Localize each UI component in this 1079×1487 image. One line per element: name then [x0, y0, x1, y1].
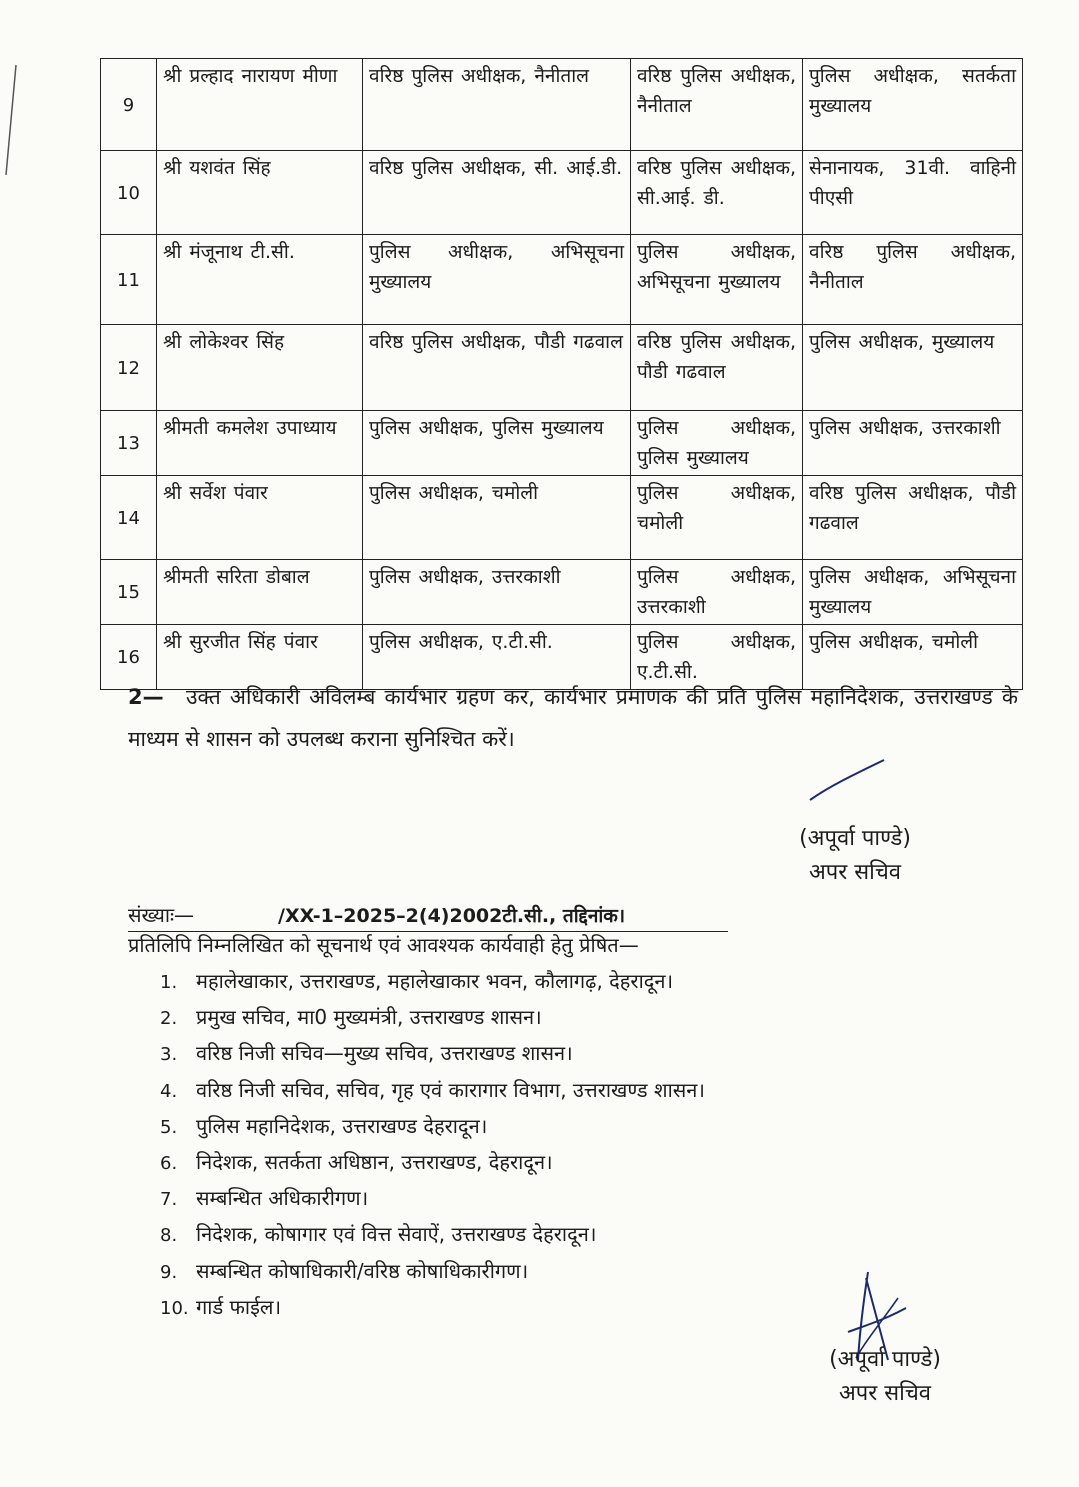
list-item-number: 3. — [160, 1044, 178, 1066]
list-item-number: 2. — [160, 1008, 178, 1030]
list-item-number: 8. — [160, 1225, 178, 1247]
serial-number-cell: 13 — [101, 411, 157, 476]
serial-number-cell: 14 — [101, 476, 157, 560]
signature-mark — [800, 756, 890, 806]
serial-number-cell: 10 — [101, 151, 157, 235]
list-item — [160, 1000, 1020, 1036]
list-item-number: 5. — [160, 1116, 178, 1138]
officer-name-cell: श्रीमती सरिता डोबाल — [157, 560, 363, 625]
list-item-text: निदेशक, सतर्कता अधिष्ठान, उत्तराखण्ड, देहरादून। — [196, 1150, 553, 1175]
table-row — [101, 476, 1023, 560]
current-posting-cell: वरिष्ठ पुलिस अधीक्षक, सी. आई.डी. — [363, 151, 631, 235]
list-item-number: 9. — [160, 1261, 178, 1283]
held-posting-cell: पुलिस अधीक्षक, अभिसूचना मुख्यालय — [631, 235, 803, 325]
current-posting-cell: पुलिस अधीक्षक, अभिसूचना मुख्यालय — [363, 235, 631, 325]
list-item-number: 4. — [160, 1080, 178, 1102]
new-posting-cell: सेनानायक, 31वी. वाहिनी पीएसी — [803, 151, 1023, 235]
held-posting-cell: वरिष्ठ पुलिस अधीक्षक, सी.आई. डी. — [631, 151, 803, 235]
officer-name-cell: श्री यशवंत सिंह — [157, 151, 363, 235]
signatory-designation: अपर सचिव — [838, 1381, 932, 1406]
held-posting-cell: वरिष्ठ पुलिस अधीक्षक, नैनीताल — [631, 59, 803, 151]
paragraph-number: 2— — [128, 685, 164, 709]
table-row — [101, 325, 1023, 411]
reference-label: संख्याः— — [128, 903, 195, 927]
serial-number-cell: 9 — [101, 59, 157, 151]
list-item-text: प्रमुख सचिव, मा0 मुख्यमंत्री, उत्तराखण्ड शासन। — [196, 1005, 542, 1030]
serial-number-cell: 11 — [101, 235, 157, 325]
officer-name-cell: श्रीमती कमलेश उपाध्याय — [157, 411, 363, 476]
table-row — [101, 411, 1023, 476]
signatory-block-2 — [800, 1343, 970, 1411]
current-posting-cell: पुलिस अधीक्षक, उत्तरकाशी — [363, 560, 631, 625]
list-item — [160, 964, 1020, 1000]
list-item-text: वरिष्ठ निजी सचिव, सचिव, गृह एवं कारागार विभाग, उत्तराखण्ड शासन। — [196, 1077, 705, 1102]
current-posting-cell: वरिष्ठ पुलिस अधीक्षक, पौडी गढवाल — [363, 325, 631, 411]
serial-number-cell: 15 — [101, 560, 157, 625]
serial-number-cell: 16 — [101, 625, 157, 690]
list-item-text: पुलिस महानिदेशक, उत्तराखण्ड देहरादून। — [196, 1113, 488, 1138]
signatory-name: (अपूर्वा पाण्डे) — [799, 826, 911, 851]
transfer-table — [100, 58, 1023, 690]
table-row — [101, 560, 1023, 625]
officer-name-cell: श्री सर्वेश पंवार — [157, 476, 363, 560]
officer-name-cell: श्री लोकेश्वर सिंह — [157, 325, 363, 411]
current-posting-cell: वरिष्ठ पुलिस अधीक्षक, नैनीताल — [363, 59, 631, 151]
list-item — [160, 1036, 1020, 1072]
new-posting-cell: पुलिस अधीक्षक, अभिसूचना मुख्यालय — [803, 560, 1023, 625]
list-item-number: 1. — [160, 972, 178, 993]
copy-to-intro: प्रतिलिपि निम्नलिखित को सूचनार्थ एवं आवश्यक कार्यवाही हेतु प्रेषित— — [128, 933, 639, 957]
list-item-text: सम्बन्धित कोषाधिकारी/वरिष्ठ कोषाधिकारीगण। — [196, 1258, 529, 1283]
list-item — [160, 1181, 1020, 1217]
serial-number-cell: 12 — [101, 325, 157, 411]
list-item-text: सम्बन्धित अधिकारीगण। — [196, 1186, 369, 1211]
list-item-text: निदेशक, कोषागार एवं वित्त सेवाऐं, उत्तराखण्ड देहरादून। — [196, 1222, 597, 1247]
list-item — [160, 1217, 1020, 1253]
new-posting-cell: पुलिस अधीक्षक, मुख्यालय — [803, 325, 1023, 411]
officer-name-cell: श्री प्रल्हाद नारायण मीणा — [157, 59, 363, 151]
held-posting-cell: पुलिस अधीक्षक, पुलिस मुख्यालय — [631, 411, 803, 476]
list-item-number: 7. — [160, 1189, 178, 1211]
current-posting-cell: पुलिस अधीक्षक, चमोली — [363, 476, 631, 560]
paragraph-text: उक्त अधिकारी अविलम्ब कार्यभार ग्रहण कर, कार्यभार प्रमाणक की प्रति पुलिस महानिदेशक, उत्तराखण्ड के माध्यम से शासन को उपलब्ध कराना सुनिश्चित करें। — [128, 685, 1018, 751]
new-posting-cell: पुलिस अधीक्षक, चमोली — [803, 625, 1023, 690]
table-row — [101, 235, 1023, 325]
transfer-table-body — [101, 59, 1023, 690]
table-row — [101, 151, 1023, 235]
list-item — [160, 1073, 1020, 1109]
list-item-text: गार्ड फाईल। — [196, 1294, 282, 1319]
current-posting-cell: पुलिस अधीक्षक, ए.टी.सी. — [363, 625, 631, 690]
paragraph-2 — [128, 676, 1018, 760]
list-item — [160, 1109, 1020, 1145]
signatory-name: (अपूर्वा पाण्डे) — [829, 1347, 941, 1372]
held-posting-cell: पुलिस अधीक्षक, चमोली — [631, 476, 803, 560]
reference-value: /XX-1–2025–2(4)2002टी.सी., तद्दिनांक। — [278, 905, 626, 927]
signatory-block-1 — [770, 822, 940, 890]
list-item-number: 10. — [160, 1297, 189, 1319]
current-posting-cell: पुलिस अधीक्षक, पुलिस मुख्यालय — [363, 411, 631, 476]
reference-number — [128, 900, 728, 932]
new-posting-cell: वरिष्ठ पुलिस अधीक्षक, पौडी गढवाल — [803, 476, 1023, 560]
list-item-number: 6. — [160, 1153, 178, 1175]
held-posting-cell: पुलिस अधीक्षक, ए.टी.सी. — [631, 625, 803, 690]
officer-name-cell: श्री मंजूनाथ टी.सी. — [157, 235, 363, 325]
held-posting-cell: वरिष्ठ पुलिस अधीक्षक, पौडी गढवाल — [631, 325, 803, 411]
new-posting-cell: पुलिस अधीक्षक, उत्तरकाशी — [803, 411, 1023, 476]
new-posting-cell: पुलिस अधीक्षक, सतर्कता मुख्यालय — [803, 59, 1023, 151]
list-item — [160, 1145, 1020, 1181]
table-row — [101, 59, 1023, 151]
officer-name-cell: श्री सुरजीत सिंह पंवार — [157, 625, 363, 690]
list-item-text: महालेखाकार, उत्तराखण्ड, महालेखाकार भवन, कौलागढ़, देहरादून। — [196, 969, 674, 993]
new-posting-cell: वरिष्ठ पुलिस अधीक्षक, नैनीताल — [803, 235, 1023, 325]
list-item-text: वरिष्ठ निजी सचिव—मुख्य सचिव, उत्तराखण्ड शासन। — [196, 1041, 573, 1066]
signatory-designation: अपर सचिव — [808, 860, 902, 885]
held-posting-cell: पुलिस अधीक्षक, उत्तरकाशी — [631, 560, 803, 625]
page-edge-mark — [2, 60, 20, 180]
